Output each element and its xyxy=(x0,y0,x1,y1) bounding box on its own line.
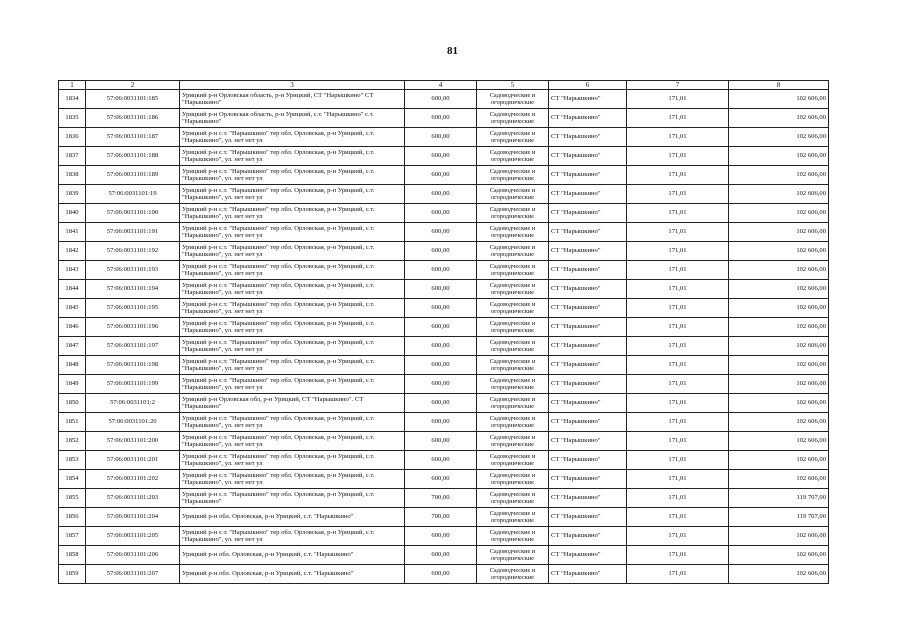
cadastral-number-cell: 57:06:0031101:192 xyxy=(86,242,180,261)
row-number-cell: 1854 xyxy=(59,470,86,489)
area-cell: 600,00 xyxy=(405,261,477,280)
row-number-cell: 1839 xyxy=(59,185,86,204)
row-number-cell: 1837 xyxy=(59,147,86,166)
area-cell: 600,00 xyxy=(405,394,477,413)
area-cell: 600,00 xyxy=(405,185,477,204)
cadastral-number-cell: 57:06:0031101:186 xyxy=(86,109,180,128)
row-number-cell: 1845 xyxy=(59,299,86,318)
table-row xyxy=(59,413,829,432)
area-cell: 600,00 xyxy=(405,470,477,489)
specific-value-cell: 171,01 xyxy=(627,565,729,584)
location-cell: СТ "Нарышкино" xyxy=(549,565,627,584)
area-cell: 600,00 xyxy=(405,527,477,546)
address-cell: Урицкий р-н с.т. "Нарышкино" тер обл. Орловская, р-н Урицкий, с.т. "Нарышкино", ул. нет нет ул xyxy=(180,242,405,261)
row-number-cell: 1840 xyxy=(59,204,86,223)
cadastral-value-cell: 102 606,00 xyxy=(729,128,829,147)
cadastral-number-cell: 57:06:0031101:206 xyxy=(86,546,180,565)
specific-value-cell: 171,01 xyxy=(627,337,729,356)
land-use-cell: Садоводческие и огороднические xyxy=(477,223,549,242)
cadastral-value-cell: 102 606,00 xyxy=(729,147,829,166)
location-cell: СТ "Нарышкино" xyxy=(549,280,627,299)
location-cell: СТ "Нарышкино" xyxy=(549,299,627,318)
area-cell: 600,00 xyxy=(405,128,477,147)
row-number-cell: 1844 xyxy=(59,280,86,299)
table-row xyxy=(59,261,829,280)
row-number-cell: 1855 xyxy=(59,489,86,508)
table-row xyxy=(59,90,829,109)
cadastral-value-cell: 102 606,00 xyxy=(729,90,829,109)
table-row xyxy=(59,223,829,242)
cadastral-value-cell: 102 606,00 xyxy=(729,375,829,394)
table-row xyxy=(59,204,829,223)
col-header-5: 5 xyxy=(477,81,549,90)
table-row xyxy=(59,337,829,356)
table-row xyxy=(59,432,829,451)
cadastral-value-cell: 102 606,00 xyxy=(729,451,829,470)
land-use-cell: Садоводческие и огороднические xyxy=(477,432,549,451)
area-cell: 600,00 xyxy=(405,242,477,261)
land-use-cell: Садоводческие и огороднические xyxy=(477,508,549,527)
specific-value-cell: 171,01 xyxy=(627,280,729,299)
address-cell: Урицкий р-н с.т. "Нарышкино" тер обл. Орловская, р-н Урицкий, с.т. "Нарышкино", ул. нет нет ул xyxy=(180,432,405,451)
cadastral-number-cell: 57:06:0031101:207 xyxy=(86,565,180,584)
row-number-cell: 1835 xyxy=(59,109,86,128)
cadastral-value-cell: 102 606,00 xyxy=(729,413,829,432)
row-number-cell: 1848 xyxy=(59,356,86,375)
table-row xyxy=(59,242,829,261)
specific-value-cell: 171,01 xyxy=(627,356,729,375)
table-row xyxy=(59,546,829,565)
address-cell: Урицкий р-н с.т. "Нарышкино" тер обл. Орловская, р-н Урицкий, с.т. "Нарышкино", ул. нет нет ул xyxy=(180,223,405,242)
area-cell: 600,00 xyxy=(405,375,477,394)
page-number: 81 xyxy=(447,45,458,57)
cadastral-value-cell: 102 606,00 xyxy=(729,394,829,413)
address-cell: Урицкий р-н Орловская область, р-н Урицкий, СТ "Нарышкино" СТ "Нарышкино" xyxy=(180,90,405,109)
cadastral-number-cell: 57:06:0031101:2 xyxy=(86,394,180,413)
location-cell: СТ "Нарышкино" xyxy=(549,527,627,546)
land-use-cell: Садоводческие и огороднические xyxy=(477,546,549,565)
table-row xyxy=(59,394,829,413)
address-cell: Урицкий р-н с.т. "Нарышкино" тер обл. Орловская, р-н Урицкий, с.т. "Нарышкино", ул. нет нет ул xyxy=(180,204,405,223)
cadastral-number-cell: 57:06:0031101:196 xyxy=(86,318,180,337)
row-number-cell: 1850 xyxy=(59,394,86,413)
land-use-cell: Садоводческие и огороднические xyxy=(477,128,549,147)
row-number-cell: 1843 xyxy=(59,261,86,280)
cadastral-number-cell: 57:06:0031101:204 xyxy=(86,508,180,527)
specific-value-cell: 171,01 xyxy=(627,394,729,413)
address-cell: Урицкий р-н с.т. "Нарышкино" тер обл. Орловская, р-н Урицкий, с.т. "Нарышкино", ул. нет нет ул xyxy=(180,413,405,432)
location-cell: СТ "Нарышкино" xyxy=(549,546,627,565)
area-cell: 600,00 xyxy=(405,451,477,470)
land-use-cell: Садоводческие и огороднические xyxy=(477,261,549,280)
address-cell: Урицкий р-н с.т. "Нарышкино" тер обл. Орловская, р-н Урицкий, с.т. "Нарышкино", ул. нет нет ул xyxy=(180,185,405,204)
area-cell: 600,00 xyxy=(405,432,477,451)
area-cell: 600,00 xyxy=(405,166,477,185)
table-row xyxy=(59,185,829,204)
location-cell: СТ "Нарышкино" xyxy=(549,128,627,147)
row-number-cell: 1836 xyxy=(59,128,86,147)
address-cell: Урицкий р-н с.т. "Нарышкино" тер обл. Орловская, р-н Урицкий, с.т. "Нарышкино", ул. нет нет ул xyxy=(180,166,405,185)
specific-value-cell: 171,01 xyxy=(627,242,729,261)
land-use-cell: Садоводческие и огороднические xyxy=(477,337,549,356)
specific-value-cell: 171,01 xyxy=(627,299,729,318)
land-use-cell: Садоводческие и огороднические xyxy=(477,147,549,166)
cadastral-number-cell: 57:06:0031101:197 xyxy=(86,337,180,356)
address-cell: Урицкий р-н обл. Орловская, р-н Урицкий, с.т. "Нарышкино" xyxy=(180,565,405,584)
cadastral-number-cell: 57:06:0031101:188 xyxy=(86,147,180,166)
location-cell: СТ "Нарышкино" xyxy=(549,147,627,166)
specific-value-cell: 171,01 xyxy=(627,166,729,185)
land-use-cell: Садоводческие и огороднические xyxy=(477,413,549,432)
row-number-cell: 1846 xyxy=(59,318,86,337)
table-row xyxy=(59,470,829,489)
table-row xyxy=(59,375,829,394)
table-row xyxy=(59,299,829,318)
address-cell: Урицкий р-н Орловская обл, р-н Урицкий, СТ "Нарышкино". СТ "Нарышкино" xyxy=(180,394,405,413)
address-cell: Урицкий р-н Орловская область, р-н Урицкий, с.т. "Нарышкино" с.т. "Нарышкино" xyxy=(180,109,405,128)
row-number-cell: 1856 xyxy=(59,508,86,527)
land-use-cell: Садоводческие и огороднические xyxy=(477,109,549,128)
col-header-4: 4 xyxy=(405,81,477,90)
table-row xyxy=(59,147,829,166)
cadastral-value-cell: 102 606,00 xyxy=(729,432,829,451)
col-header-2: 2 xyxy=(86,81,180,90)
land-use-cell: Садоводческие и огороднические xyxy=(477,394,549,413)
cadastral-number-cell: 57:06:0031101:202 xyxy=(86,470,180,489)
cadastral-number-cell: 57:06:0031101:190 xyxy=(86,204,180,223)
specific-value-cell: 171,01 xyxy=(627,508,729,527)
area-cell: 600,00 xyxy=(405,299,477,318)
table-row xyxy=(59,356,829,375)
address-cell: Урицкий р-н с.т. "Нарышкино" тер обл. Орловская, р-н Урицкий, с.т. "Нарышкино", ул. нет нет ул xyxy=(180,356,405,375)
specific-value-cell: 171,01 xyxy=(627,451,729,470)
land-use-cell: Садоводческие и огороднические xyxy=(477,204,549,223)
row-number-cell: 1853 xyxy=(59,451,86,470)
row-number-cell: 1851 xyxy=(59,413,86,432)
location-cell: СТ "Нарышкино" xyxy=(549,166,627,185)
land-use-cell: Садоводческие и огороднические xyxy=(477,470,549,489)
cadastral-value-cell: 102 606,00 xyxy=(729,527,829,546)
col-header-3: 3 xyxy=(180,81,405,90)
cadastral-number-cell: 57:06:0031101:195 xyxy=(86,299,180,318)
row-number-cell: 1858 xyxy=(59,546,86,565)
cadastral-value-cell: 102 606,00 xyxy=(729,318,829,337)
land-use-cell: Садоводческие и огороднические xyxy=(477,375,549,394)
location-cell: СТ "Нарышкино" xyxy=(549,318,627,337)
table-row xyxy=(59,508,829,527)
address-cell: Урицкий р-н с.т. "Нарышкино" тер обл. Орловская, р-н Урицкий, с.т. "Нарышкино", ул. нет нет ул xyxy=(180,318,405,337)
specific-value-cell: 171,01 xyxy=(627,147,729,166)
address-cell: Урицкий р-н обл. Орловская, р-н Урицкий, с.т. "Нарышкино" xyxy=(180,546,405,565)
specific-value-cell: 171,01 xyxy=(627,261,729,280)
table-row xyxy=(59,128,829,147)
row-number-cell: 1838 xyxy=(59,166,86,185)
cadastral-number-cell: 57:06:0031101:19 xyxy=(86,185,180,204)
area-cell: 600,00 xyxy=(405,413,477,432)
area-cell: 600,00 xyxy=(405,318,477,337)
cadastral-value-cell: 102 606,00 xyxy=(729,337,829,356)
cadastral-value-cell: 102 606,00 xyxy=(729,470,829,489)
specific-value-cell: 171,01 xyxy=(627,470,729,489)
address-cell: Урицкий р-н с.т. "Нарышкино" тер обл. Орловская, р-н Урицкий, с.т. "Нарышкино", ул. нет нет ул xyxy=(180,147,405,166)
row-number-cell: 1852 xyxy=(59,432,86,451)
table-row xyxy=(59,565,829,584)
cadastral-number-cell: 57:06:0031101:201 xyxy=(86,451,180,470)
cadastral-number-cell: 57:06:0031101:191 xyxy=(86,223,180,242)
location-cell: СТ "Нарышкино" xyxy=(549,109,627,128)
cadastral-value-cell: 102 606,00 xyxy=(729,280,829,299)
address-cell: Урицкий р-н с.т. "Нарышкино" тер обл. Орловская, р-н Урицкий, с.т. "Нарышкино" xyxy=(180,489,405,508)
location-cell: СТ "Нарышкино" xyxy=(549,223,627,242)
cadastral-value-cell: 102 606,00 xyxy=(729,185,829,204)
location-cell: СТ "Нарышкино" xyxy=(549,242,627,261)
cadastral-number-cell: 57:06:0031101:193 xyxy=(86,261,180,280)
cadastral-value-cell: 102 606,00 xyxy=(729,299,829,318)
col-header-1: 1 xyxy=(59,81,86,90)
cadastral-value-cell: 102 606,00 xyxy=(729,565,829,584)
location-cell: СТ "Нарышкино" xyxy=(549,204,627,223)
row-number-cell: 1841 xyxy=(59,223,86,242)
specific-value-cell: 171,01 xyxy=(627,413,729,432)
land-use-cell: Садоводческие и огороднические xyxy=(477,451,549,470)
specific-value-cell: 171,01 xyxy=(627,432,729,451)
location-cell: СТ "Нарышкино" xyxy=(549,451,627,470)
table-row xyxy=(59,109,829,128)
cadastral-number-cell: 57:06:0031101:200 xyxy=(86,432,180,451)
cadastral-value-cell: 119 707,00 xyxy=(729,508,829,527)
cadastral-value-cell: 102 606,00 xyxy=(729,109,829,128)
cadastral-value-cell: 102 606,00 xyxy=(729,166,829,185)
specific-value-cell: 171,01 xyxy=(627,185,729,204)
specific-value-cell: 171,01 xyxy=(627,204,729,223)
land-use-cell: Садоводческие и огороднические xyxy=(477,299,549,318)
specific-value-cell: 171,01 xyxy=(627,223,729,242)
area-cell: 700,00 xyxy=(405,508,477,527)
table-row xyxy=(59,527,829,546)
row-number-cell: 1834 xyxy=(59,90,86,109)
area-cell: 600,00 xyxy=(405,147,477,166)
location-cell: СТ "Нарышкино" xyxy=(549,90,627,109)
table-row xyxy=(59,451,829,470)
address-cell: Урицкий р-н с.т. "Нарышкино" тер обл. Орловская, р-н Урицкий, с.т. "Нарышкино", ул. нет нет ул xyxy=(180,451,405,470)
cadastral-value-cell: 119 707,00 xyxy=(729,489,829,508)
row-number-cell: 1842 xyxy=(59,242,86,261)
land-use-cell: Садоводческие и огороднические xyxy=(477,242,549,261)
row-number-cell: 1847 xyxy=(59,337,86,356)
row-number-cell: 1859 xyxy=(59,565,86,584)
address-cell: Урицкий р-н с.т. "Нарышкино" тер обл. Орловская, р-н Урицкий, с.т. "Нарышкино", ул. нет нет ул xyxy=(180,128,405,147)
location-cell: СТ "Нарышкино" xyxy=(549,337,627,356)
land-use-cell: Садоводческие и огороднические xyxy=(477,565,549,584)
specific-value-cell: 171,01 xyxy=(627,109,729,128)
land-use-cell: Садоводческие и огороднические xyxy=(477,280,549,299)
specific-value-cell: 171,01 xyxy=(627,489,729,508)
location-cell: СТ "Нарышкино" xyxy=(549,413,627,432)
location-cell: СТ "Нарышкино" xyxy=(549,470,627,489)
land-use-cell: Садоводческие и огороднические xyxy=(477,489,549,508)
specific-value-cell: 171,01 xyxy=(627,318,729,337)
specific-value-cell: 171,01 xyxy=(627,375,729,394)
cadastral-number-cell: 57:06:0031101:203 xyxy=(86,489,180,508)
location-cell: СТ "Нарышкино" xyxy=(549,432,627,451)
location-cell: СТ "Нарышкино" xyxy=(549,356,627,375)
area-cell: 600,00 xyxy=(405,546,477,565)
specific-value-cell: 171,01 xyxy=(627,128,729,147)
land-use-cell: Садоводческие и огороднические xyxy=(477,356,549,375)
table-row xyxy=(59,166,829,185)
cadastral-number-cell: 57:06:0031101:199 xyxy=(86,375,180,394)
address-cell: Урицкий р-н с.т. "Нарышкино" тер обл. Орловская, р-н Урицкий, с.т. "Нарышкино", ул. нет нет ул xyxy=(180,261,405,280)
location-cell: СТ "Нарышкино" xyxy=(549,375,627,394)
area-cell: 600,00 xyxy=(405,204,477,223)
row-number-cell: 1857 xyxy=(59,527,86,546)
specific-value-cell: 171,01 xyxy=(627,90,729,109)
location-cell: СТ "Нарышкино" xyxy=(549,261,627,280)
cadastral-number-cell: 57:06:0031101:185 xyxy=(86,90,180,109)
row-number-cell: 1849 xyxy=(59,375,86,394)
cadastral-number-cell: 57:06:0031101:194 xyxy=(86,280,180,299)
col-header-6: 6 xyxy=(549,81,627,90)
area-cell: 600,00 xyxy=(405,90,477,109)
cadastral-value-cell: 102 606,00 xyxy=(729,223,829,242)
area-cell: 600,00 xyxy=(405,356,477,375)
cadastral-number-cell: 57:06:0031101:205 xyxy=(86,527,180,546)
address-cell: Урицкий р-н с.т. "Нарышкино" тер обл. Орловская, р-н Урицкий, с.т. "Нарышкино", ул. нет нет ул xyxy=(180,280,405,299)
cadastral-value-cell: 102 606,00 xyxy=(729,261,829,280)
cadastral-value-cell: 102 606,00 xyxy=(729,356,829,375)
header-row xyxy=(59,81,829,90)
area-cell: 600,00 xyxy=(405,280,477,299)
land-use-cell: Садоводческие и огороднические xyxy=(477,185,549,204)
cadastral-value-cell: 102 606,00 xyxy=(729,546,829,565)
address-cell: Урицкий р-н с.т. "Нарышкино" тер обл. Орловская, р-н Урицкий, с.т. "Нарышкино", ул. нет нет ул xyxy=(180,527,405,546)
area-cell: 600,00 xyxy=(405,109,477,128)
area-cell: 600,00 xyxy=(405,223,477,242)
register-table xyxy=(58,80,829,584)
location-cell: СТ "Нарышкино" xyxy=(549,185,627,204)
cadastral-number-cell: 57:06:0031101:198 xyxy=(86,356,180,375)
cadastral-number-cell: 57:06:0031101:187 xyxy=(86,128,180,147)
location-cell: СТ "Нарышкино" xyxy=(549,394,627,413)
table-row xyxy=(59,489,829,508)
land-use-cell: Садоводческие и огороднические xyxy=(477,90,549,109)
cadastral-value-cell: 102 606,00 xyxy=(729,204,829,223)
land-use-cell: Садоводческие и огороднические xyxy=(477,166,549,185)
col-header-8: 8 xyxy=(729,81,829,90)
specific-value-cell: 171,01 xyxy=(627,546,729,565)
location-cell: СТ "Нарышкино" xyxy=(549,489,627,508)
land-use-cell: Садоводческие и огороднические xyxy=(477,318,549,337)
address-cell: Урицкий р-н обл. Орловская, р-н Урицкий, с.т. "Нарышкино" xyxy=(180,508,405,527)
land-use-cell: Садоводческие и огороднические xyxy=(477,527,549,546)
address-cell: Урицкий р-н с.т. "Нарышкино" тер обл. Орловская, р-н Урицкий, с.т. "Нарышкино", ул. нет нет ул xyxy=(180,375,405,394)
col-header-7: 7 xyxy=(627,81,729,90)
cadastral-number-cell: 57:06:0031101:20 xyxy=(86,413,180,432)
location-cell: СТ "Нарышкино" xyxy=(549,508,627,527)
table-row xyxy=(59,318,829,337)
address-cell: Урицкий р-н с.т. "Нарышкино" тер обл. Орловская, р-н Урицкий, с.т. "Нарышкино", ул. нет нет ул xyxy=(180,337,405,356)
address-cell: Урицкий р-н с.т. "Нарышкино" тер обл. Орловская, р-н Урицкий, с.т. "Нарышкино", ул. нет нет ул xyxy=(180,299,405,318)
area-cell: 700,00 xyxy=(405,489,477,508)
table-row xyxy=(59,280,829,299)
area-cell: 600,00 xyxy=(405,565,477,584)
specific-value-cell: 171,01 xyxy=(627,527,729,546)
cadastral-value-cell: 102 606,00 xyxy=(729,242,829,261)
area-cell: 600,00 xyxy=(405,337,477,356)
address-cell: Урицкий р-н с.т. "Нарышкино" тер обл. Орловская, р-н Урицкий, с.т. "Нарышкино", ул. нет нет ул xyxy=(180,470,405,489)
cadastral-number-cell: 57:06:0031101:189 xyxy=(86,166,180,185)
